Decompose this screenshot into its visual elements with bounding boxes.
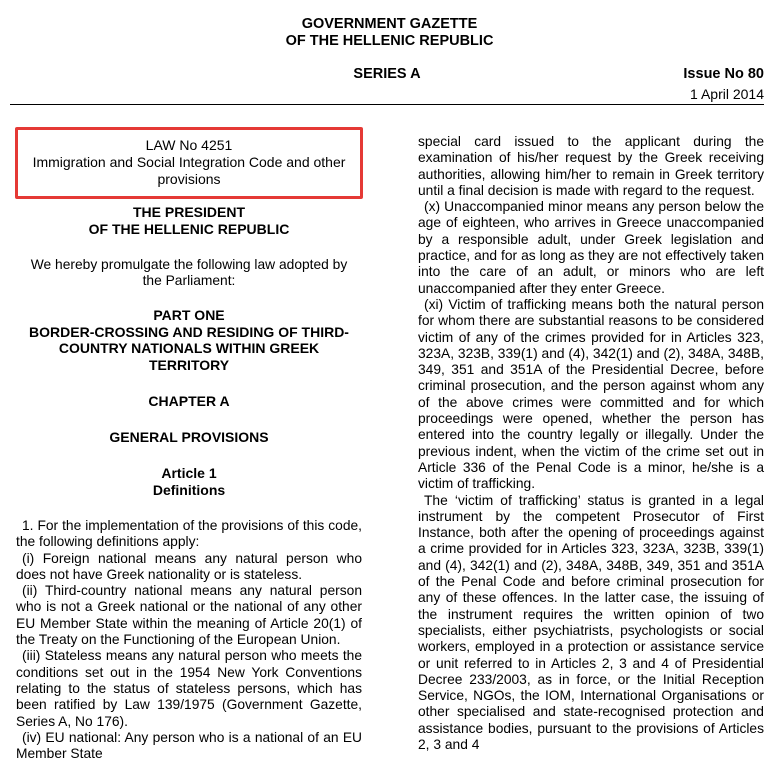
part-line4: TERRITORY xyxy=(148,356,230,373)
card-paragraph: special card issued to the applicant during the examination of his/her request by the Greek receiving authorities, allowing him/her to remain in Greek territory until a final decision is made with regard to the request. xyxy=(418,134,764,198)
president-line1: THE PRESIDENT xyxy=(132,204,245,220)
definition-iii: (iii) Stateless means any natural person who meets the conditions set out in the 1954 New York Conventions relating to the status of stateless persons, which has been ratified by Law 139/1975 (Government Gazette, Series A, No 176). xyxy=(16,648,362,729)
issue-date: 1 April 2014 xyxy=(690,86,764,102)
definition-x: (x) Unaccompanied minor means any person below the age of eighteen, who arrives in Greece unaccompanied by a responsible adult, under Greek legislation and practice, and for as long as they are not effectively taken into the care of an adult, or minors who are left unaccompanied after they enter Greece. xyxy=(418,199,764,296)
issue-number: Issue No 80 xyxy=(683,66,764,82)
left-body xyxy=(16,518,362,762)
part-heading xyxy=(16,307,362,373)
gazette-masthead xyxy=(0,16,779,50)
law-number: LAW No 4251 xyxy=(145,137,233,153)
right-column xyxy=(418,134,764,753)
part-line2: BORDER-CROSSING AND RESIDING OF THIRD- xyxy=(29,323,349,340)
trafficking-status-paragraph: The ‘victim of trafficking’ status is granted in a legal instrument by the competent Prosecutor of First Instance, both after the opening of proceedings against a crime provided for in Articles 323, 323A, 323B, 339(1) and (4), 342(1) and (2), 348A, 348B, 349, 351 and 351A of the Penal Code and before criminal prosecution for any of these offences. In the latter case, the issuing of the instrument requires the written opinion of two specialists, either psychiatrists, psychologists or social workers, employed in a protection or assistance service or unit referred to in Articles 2, 3 and 4 of Presidential Decree 233/2003, as in force, or the Initial Reception Service, NGOs, the IOM, International Organisations or other specialised and state-recognised protection and assistance bodies, pursuant to the provisions of Articles 2, 3 and 4 xyxy=(418,492,764,752)
article-title: Definitions xyxy=(152,482,226,498)
law-title-line2: provisions xyxy=(157,171,221,187)
part-line1: PART ONE xyxy=(153,307,225,323)
president-line2: OF THE HELLENIC REPUBLIC xyxy=(88,220,290,237)
header-rule xyxy=(10,104,764,105)
definitions-intro: 1. For the implementation of the provisions of this code, the following definitions apply: xyxy=(16,518,362,550)
series-row xyxy=(10,66,764,84)
president-heading xyxy=(16,204,362,237)
law-title-box xyxy=(15,127,363,199)
law-title-line1: Immigration and Social Integration Code and other xyxy=(32,154,346,170)
promulgate-line1: We hereby promulgate the following law adopted by xyxy=(30,257,348,272)
chapter-heading: CHAPTER A xyxy=(148,393,230,409)
article-heading xyxy=(16,465,362,499)
promulgation-text xyxy=(16,257,362,290)
general-provisions-heading: GENERAL PROVISIONS xyxy=(109,429,269,445)
promulgate-line2: the Parliament: xyxy=(142,273,236,289)
definition-iv: (iv) EU national: Any person who is a national of an EU Member State xyxy=(16,729,362,762)
gazette-title-line1: GOVERNMENT GAZETTE xyxy=(301,16,478,32)
definition-xi: (xi) Victim of trafficking means both the natural person for whom there are substantial reasons to be considered victim of any of the crimes provided for in Articles 323, 323A, 323B, 339(1) and (4), 342(1) and (2), 348A, 348B, 349, 351 and 351A of the Presidential Decree, before criminal prosecution, and the person against whom any of the above crimes were committed and for which proceedings were opened, whether the person has entered into the country legally or illegally. Under the previous indent, when the victim of the crime set out in Article 336 of the Penal Code is a minor, he/she is a victim of trafficking. xyxy=(418,296,764,492)
definition-ii: (ii) Third-country national means any natural person who is not a Greek national or the national of any other EU Member State within the meaning of Article 20(1) of the Treaty on the Functioning of the European Union. xyxy=(16,583,362,648)
series-label: SERIES A xyxy=(353,66,421,82)
definition-i: (i) Foreign national means any natural person who does not have Greek nationality or is stateless. xyxy=(16,550,362,582)
gazette-title-line2: OF THE HELLENIC REPUBLIC xyxy=(285,33,494,49)
part-line3: COUNTRY NATIONALS WITHIN GREEK xyxy=(58,340,320,356)
article-number: Article 1 xyxy=(161,465,217,481)
